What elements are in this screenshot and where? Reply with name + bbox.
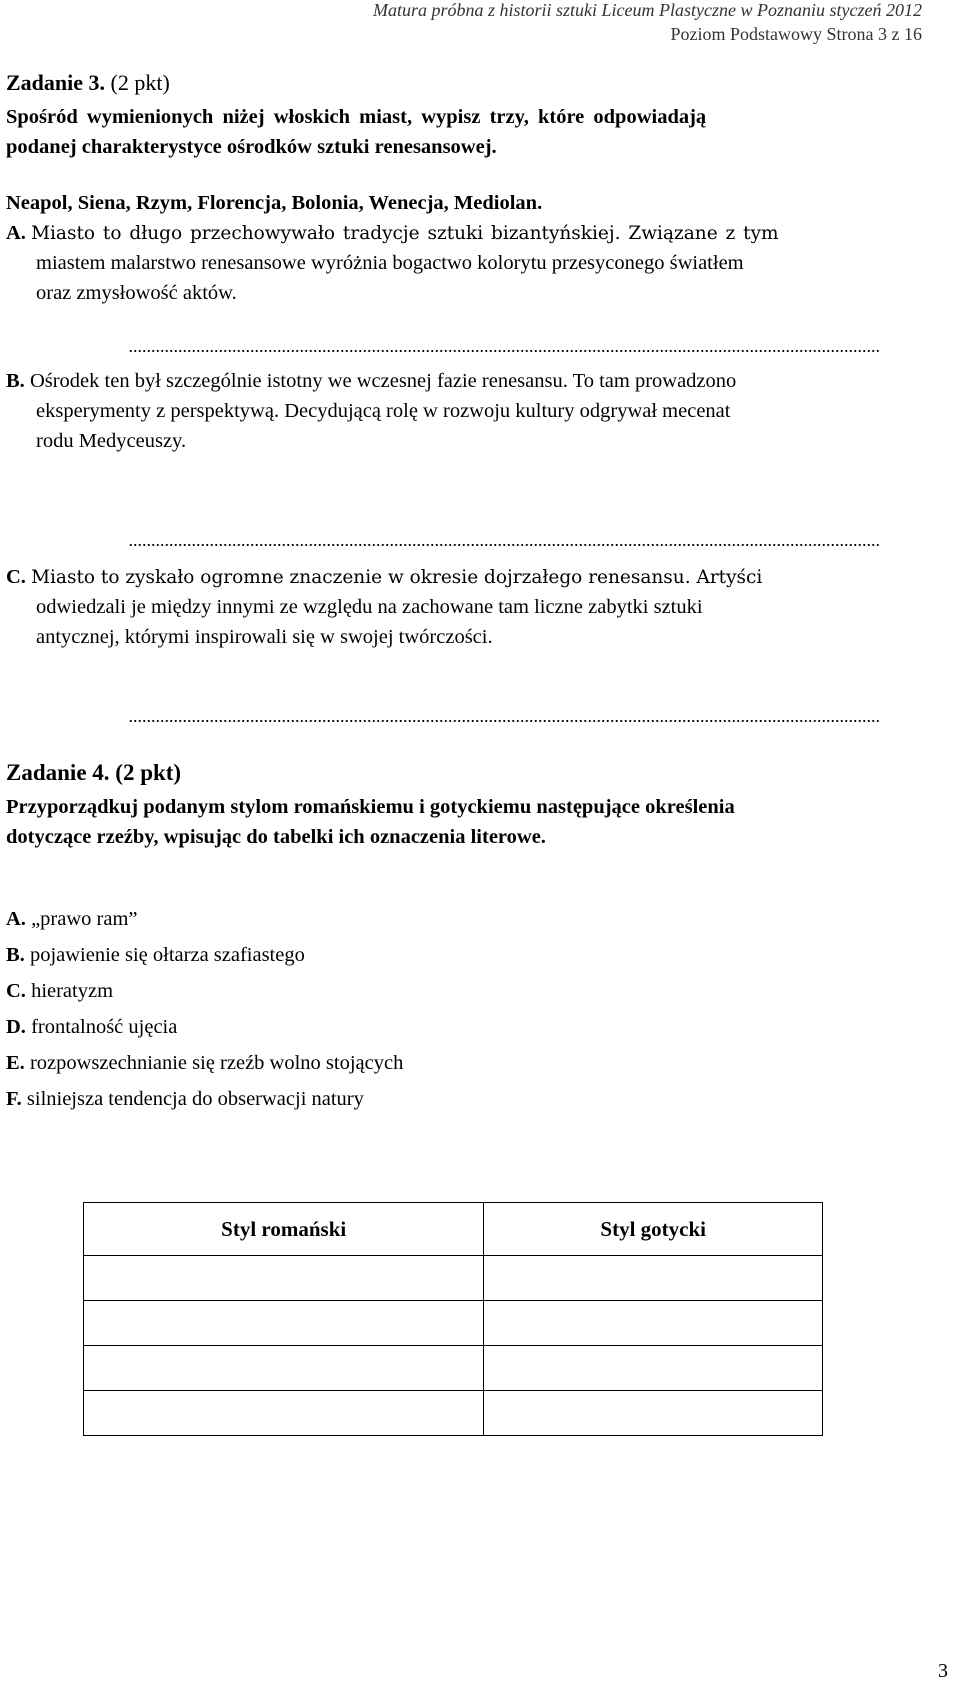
task3-b-line1 [6,370,736,393]
task3-a-text1: Miasto to długo przechowywało tradycje sztuki bizantyńskiej. Związane z tym [31,223,779,244]
option-letter: E. [6,1052,25,1074]
header-gothic: Styl gotycki [484,1203,823,1256]
header-exam-title: Matura próbna z historii sztuki Liceum Plastyczne w Poznaniu styczeń 2012 [373,0,922,20]
task3-c-line2: odwiedzali je między innymi ze względu na zachowane tam liczne zabytki sztuki [36,596,703,618]
task3-c-answer-line[interactable]: ....................................................................................................................................................................... [128,706,880,726]
task4-points: (2 pkt) [115,760,182,785]
option-letter: A. [6,908,26,930]
answer-cell-gothic[interactable] [484,1256,823,1301]
task3-b-letter: B. [6,370,25,392]
table-header-row [84,1203,823,1256]
task3-cities: Neapol, Siena, Rzym, Florencja, Bolonia, Wenecja, Mediolan. [6,192,543,214]
task3-a-line2: miastem malarstwo renesansowe wyróżnia bogactwo kolorytu przesyconego światłem [36,252,744,274]
page-number: 3 [938,1660,948,1682]
answer-cell-romanesque[interactable] [84,1301,484,1346]
task3-instruction-line2: podanej charakterystyce ośrodków sztuki renesansowej. [6,136,497,158]
task4-option-c [6,980,113,1003]
option-text: rozpowszechnianie się rzeźb wolno stojących [29,1052,404,1074]
task4-answer-table [83,1202,823,1436]
task3-heading [6,70,170,96]
answer-cell-gothic[interactable] [484,1301,823,1346]
task4-heading [6,760,181,786]
answer-cell-romanesque[interactable] [84,1391,484,1436]
option-text: pojawienie się ołtarza szafiastego [29,944,305,966]
task3-instruction-text1: Spośród wymienionych niżej włoskich miast, wypisz trzy, które odpowiadają [6,106,707,128]
option-letter: B. [6,944,25,966]
option-letter: C. [6,980,26,1002]
task4-instruction-line2: dotyczące rzeźby, wpisując do tabelki ich oznaczenia literowe. [6,826,546,848]
task3-a-line1 [6,222,779,245]
option-text: hieratyzm [31,980,114,1002]
task3-c-text1: Miasto to zyskało ogromne znaczenie w okresie dojrzałego renesansu. Artyści [31,567,763,588]
task3-a-answer-line[interactable]: ....................................................................................................................................................................... [128,336,880,356]
table-row [84,1256,823,1301]
task3-a-line3: oraz zmysłowość aktów. [36,282,237,304]
task4-option-f [6,1088,364,1111]
task3-b-answer-line[interactable]: ....................................................................................................................................................................... [128,530,880,550]
option-text: silniejsza tendencja do obserwacji natury [26,1088,364,1110]
header-romanesque: Styl romański [84,1203,484,1256]
task4-title: Zadanie 4. [6,760,110,785]
task3-a-letter: A. [6,222,26,244]
task4-option-b [6,944,305,967]
option-letter: F. [6,1088,22,1110]
task3-points: (2 pkt) [110,70,170,95]
answer-cell-romanesque[interactable] [84,1256,484,1301]
task3-b-line3: rodu Medyceuszy. [36,430,187,452]
header-page-info: Poziom Podstawowy Strona 3 z 16 [670,24,922,44]
task3-title: Zadanie 3. [6,70,106,95]
option-text: „prawo ram” [31,908,138,930]
task3-c-line3: antycznej, którymi inspirowali się w swojej twórczości. [36,626,493,648]
task3-b-text1: Ośrodek ten był szczególnie istotny we wczesnej fazie renesansu. To tam prowadzono [29,370,737,392]
task3-c-letter: C. [6,566,26,588]
option-text: frontalność ujęcia [31,1016,178,1038]
task4-option-e [6,1052,403,1075]
table-row [84,1346,823,1391]
task3-instruction-line1 [6,106,880,129]
task3-c-line1 [6,566,762,589]
option-letter: D. [6,1016,26,1038]
table-row [84,1301,823,1346]
task4-option-d [6,1016,177,1039]
answer-cell-gothic[interactable] [484,1391,823,1436]
answer-cell-romanesque[interactable] [84,1346,484,1391]
task3-b-line2: eksperymenty z perspektywą. Decydującą rolę w rozwoju kultury odgrywał mecenat [36,400,731,422]
task4-option-a [6,908,138,931]
table-row [84,1391,823,1436]
task4-instruction-line1: Przyporządkuj podanym stylom romańskiemu i gotyckiemu następujące określenia [6,796,735,818]
answer-cell-gothic[interactable] [484,1346,823,1391]
